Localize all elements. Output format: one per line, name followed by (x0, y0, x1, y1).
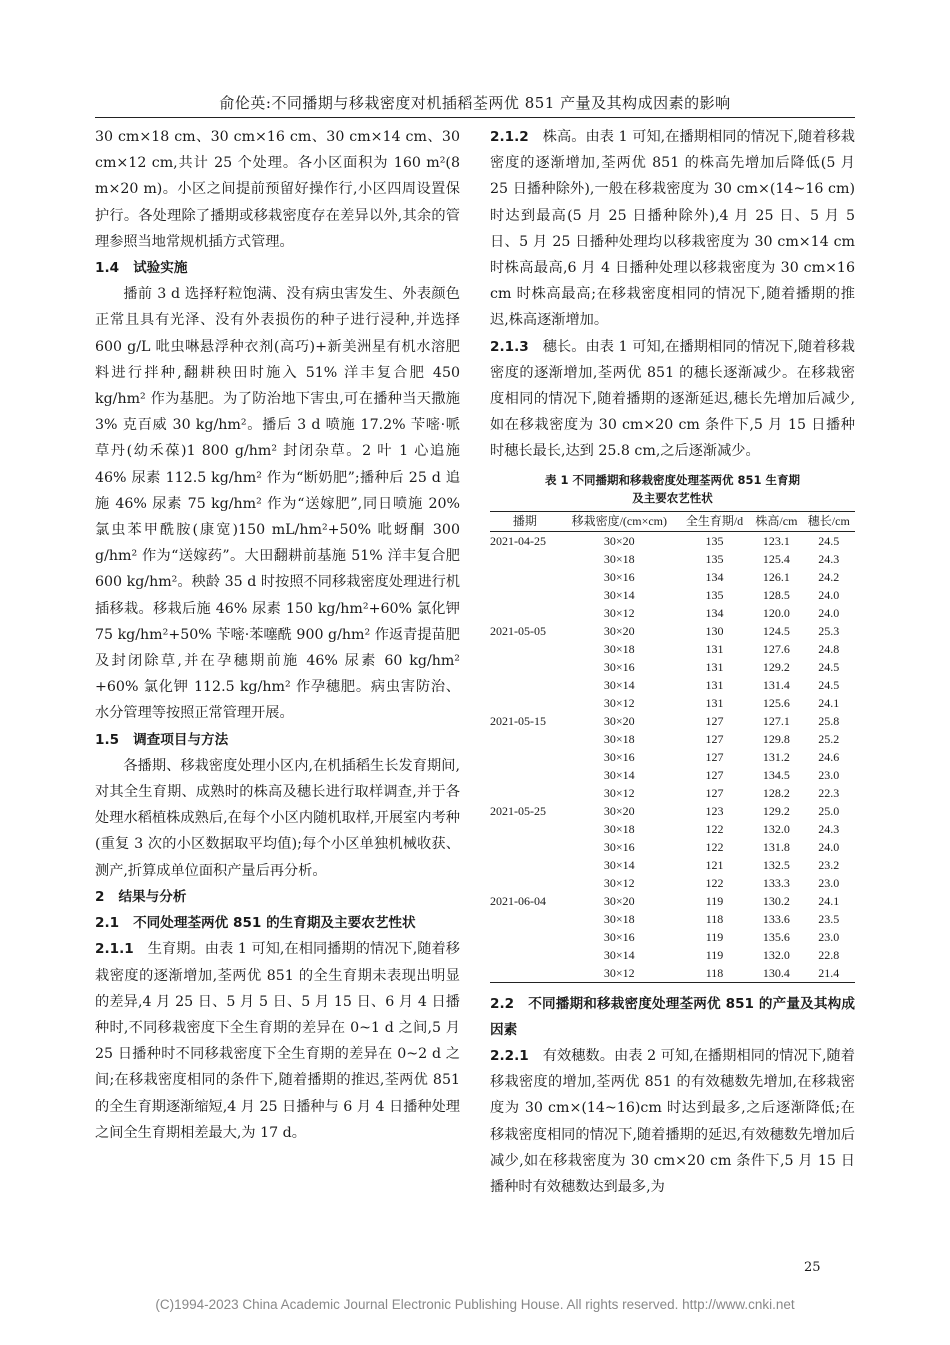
table-body (490, 531, 855, 982)
table-cell: 24.5 (818, 677, 840, 692)
section-number: 2.1 (95, 915, 120, 932)
table-cell (490, 604, 560, 622)
section-title: 不同处理荃两优 851 的生育期及主要农艺性状 (133, 915, 416, 932)
section-number: 2 (95, 888, 105, 905)
table-cell: 21.4 (818, 965, 840, 980)
table-cell: 23.0 (818, 767, 840, 782)
section-title: 结果与分析 (118, 888, 187, 905)
column-header: 移栽密度/(cm×cm) (571, 513, 667, 528)
page-number: 25 (804, 1260, 821, 1275)
copyright-footer: (C)1994-2023 China Academic Journal Electronic Publishing House. All rights reserved. http://www.cnki.net (155, 1297, 795, 1312)
section-number: 1.5 (95, 731, 120, 748)
table-cell: 24.0 (818, 605, 840, 620)
column-header: 播期 (512, 513, 537, 528)
table-cell (490, 586, 560, 604)
table-cell: 130.2 (762, 893, 790, 908)
section-heading-1-5 (95, 727, 460, 753)
table-row (490, 694, 855, 712)
table-cell (490, 784, 560, 802)
table-row (490, 856, 855, 874)
paragraph: 各播期、移栽密度处理小区内,在机插稻生长发育期间,对其全生育期、成熟时的株高及穗长进行取样调查,并于各处理水稻植株成熟后,在每个小区内随机取样,开展室内考种(重复 3 次的小区数据取平均值);每个小区单独机械收获、测产,折算成单位面积产量后再分析。 (95, 757, 460, 879)
table-row (490, 586, 855, 604)
section-title: 试验实施 (133, 260, 188, 277)
table-cell: 30×16 (603, 929, 635, 944)
table-cell: 128.2 (762, 785, 790, 800)
paragraph-body: 由表 1 可知,在相同播期的情况下,随着移栽密度的逐渐增加,荃两优 851 的全生育期未表现出明显的差异,4 月 25 日、5 月 5 日、5 月 15 日、6 月 4 日播种时,不同移栽密度下全生育期的差异在 0~1 d 之间,5 月 25 日播种时不同移栽密度下全生育期的差异在 0~2 d 之间;在移栽密度相同的条件下,随着播期的推迟,荃两优 851 的全生育期逐渐缩短,4 月 25 日播种与 6 月 4 日播种处理之间全生育期相差最大,为 17 d。 (95, 941, 460, 1141)
table-cell (490, 640, 560, 658)
table-row (490, 928, 855, 946)
table-cell (490, 676, 560, 694)
table-row (490, 748, 855, 766)
table-cell (490, 568, 560, 586)
table-cell: 23.0 (818, 929, 840, 944)
table-cell: 30×20 (603, 713, 635, 728)
table-cell: 121 (705, 857, 724, 872)
table-cell: 131 (705, 695, 724, 710)
table-caption-line: 表 1 不同播期和移栽密度处理荃两优 851 生育期 (544, 472, 801, 487)
table-cell: 24.1 (818, 695, 840, 710)
table-cell: 131.8 (762, 839, 790, 854)
table-cell: 30×16 (603, 749, 635, 764)
table-cell: 131 (705, 641, 724, 656)
table-row (490, 604, 855, 622)
subsection-number: 2.1.2 (490, 129, 529, 145)
paragraph-body: 由表 2 可知,在播期相同的情况下,随着移栽密度的增加,荃两优 851 的有效穗数先增加,在移栽密度为 30 cm×(14~16)cm 时达到最多,之后逐渐降低;在移栽密度相同的情况下,随着播期的延迟,有效穗数先增加后减少,如在移栽密度为 30 cm×20 cm 条件下,5 月 15 日播种时有效穗数达到最多,为 (490, 1048, 855, 1196)
table-row (490, 550, 855, 568)
table-cell: 129.2 (762, 659, 790, 674)
section-heading-2 (95, 884, 460, 910)
table-cell: 30×20 (603, 533, 635, 548)
table-cell: 133.3 (762, 875, 790, 890)
table-row (490, 946, 855, 964)
subsection-title: 穗长。 (542, 338, 586, 355)
paragraph (490, 334, 855, 465)
table-cell: 118 (705, 965, 724, 980)
table-cell: 127 (705, 767, 724, 782)
table-cell: 23.5 (818, 911, 840, 926)
section-title: 不同播期和移栽密度处理荃两优 851 的产量及其构成因素 (490, 995, 855, 1038)
table-cell: 30×20 (603, 803, 635, 818)
table-cell: 30×14 (603, 947, 635, 962)
table-row (490, 622, 855, 640)
table-cell: 131.4 (762, 677, 790, 692)
table-cell: 30×12 (603, 875, 635, 890)
table-cell: 127 (705, 785, 724, 800)
section-heading-1-4 (95, 255, 460, 281)
header-rule (95, 117, 855, 118)
table-cell: 127 (705, 713, 724, 728)
table-cell (490, 748, 560, 766)
table-cell: 128.5 (762, 587, 790, 602)
table-cell (490, 820, 560, 838)
table-cell (490, 694, 560, 712)
table-cell: 24.8 (818, 641, 840, 656)
paragraph (490, 124, 855, 334)
table-row (490, 766, 855, 784)
table-cell: 131 (705, 659, 724, 674)
table-cell: 123.1 (762, 533, 790, 548)
data-table (490, 511, 855, 983)
table-cell: 24.5 (818, 659, 840, 674)
subsection-number: 2.1.1 (95, 941, 134, 958)
table-cell: 30×16 (603, 839, 635, 854)
column-header: 株高/cm (755, 513, 798, 528)
table-cell: 25.3 (818, 623, 840, 638)
section-heading-2-2 (490, 991, 855, 1043)
table-cell: 25.0 (818, 803, 840, 818)
table-cell: 30×20 (603, 893, 635, 908)
table-cell (490, 910, 560, 928)
table-cell: 22.3 (818, 785, 840, 800)
table-row (490, 892, 855, 910)
table-cell (490, 730, 560, 748)
table-cell: 122 (705, 839, 724, 854)
subsection-title: 株高。 (542, 129, 586, 145)
table-cell: 135.6 (762, 929, 790, 944)
table-cell (490, 874, 560, 892)
table-cell: 24.0 (818, 587, 840, 602)
table-cell (490, 856, 560, 874)
table-cell: 30×18 (603, 551, 635, 566)
table-cell (490, 946, 560, 964)
table-row (490, 730, 855, 748)
table-cell: 30×18 (603, 821, 635, 836)
table-cell: 23.0 (818, 875, 840, 890)
table-cell: 30×20 (603, 623, 635, 638)
table-cell: 124.5 (762, 623, 790, 638)
table-cell (490, 766, 560, 784)
table-cell: 24.3 (818, 551, 840, 566)
table-cell: 24.3 (818, 821, 840, 836)
table-cell: 24.5 (818, 533, 840, 548)
table-cell: 135 (705, 533, 724, 548)
table-cell: 30×12 (603, 965, 635, 980)
table-cell (490, 964, 560, 983)
table-row (490, 676, 855, 694)
table-cell: 30×14 (603, 767, 635, 782)
table-row (490, 712, 855, 730)
table-cell: 24.0 (818, 839, 840, 854)
table-cell: 127 (705, 731, 724, 746)
table-row (490, 802, 855, 820)
paragraph: 30 cm×18 cm、30 cm×16 cm、30 cm×14 cm、30 cm×12 cm,共计 25 个处理。各小区面积为 160 m²(8 m×20 m)。小区之间提前预留好操作行,小区四周设置保护行。各处理除了播期或移栽密度存在差异以外,其余的管理参照当地常规机插方式管理。 (95, 129, 460, 250)
table-cell: 127.6 (762, 641, 790, 656)
table-cell (490, 928, 560, 946)
table-cell: 120.0 (762, 605, 790, 620)
table-cell: 133.6 (762, 911, 790, 926)
section-number: 1.4 (95, 260, 120, 277)
table-cell: 119 (705, 947, 724, 962)
table-cell: 126.1 (762, 569, 790, 584)
table-cell: 131 (705, 677, 724, 692)
table-cell: 130 (705, 623, 724, 638)
table-cell: 2021-04-25 (490, 533, 546, 548)
table-cell: 129.2 (762, 803, 790, 818)
section-number: 2.2 (490, 995, 515, 1012)
table-cell: 135 (705, 551, 724, 566)
table-cell: 119 (705, 929, 724, 944)
right-column (490, 124, 855, 1200)
table-cell: 30×16 (603, 659, 635, 674)
table-row (490, 820, 855, 838)
table-cell (490, 658, 560, 676)
table-cell: 24.2 (818, 569, 840, 584)
table-cell: 30×12 (603, 605, 635, 620)
table-cell: 30×18 (603, 911, 635, 926)
table-cell: 23.2 (818, 857, 840, 872)
table-cell: 134.5 (762, 767, 790, 782)
table-cell: 125.6 (762, 695, 790, 710)
column-header: 全生育期/d (685, 513, 744, 528)
table-cell: 30×16 (603, 569, 635, 584)
table-cell (490, 838, 560, 856)
left-column (95, 124, 460, 1146)
paragraph (490, 1043, 855, 1200)
table-cell: 30×14 (603, 857, 635, 872)
table-row (490, 658, 855, 676)
table-cell: 130.4 (762, 965, 790, 980)
table-header-row (490, 511, 855, 531)
table-cell: 30×14 (603, 587, 635, 602)
section-heading-2-1 (95, 910, 460, 936)
table-caption-line: 及主要农艺性状 (632, 490, 713, 505)
table-cell: 30×18 (603, 731, 635, 746)
subsection-number: 2.2.1 (490, 1048, 529, 1065)
table-cell: 123 (705, 803, 724, 818)
table-cell: 125.4 (762, 551, 790, 566)
table-cell (490, 550, 560, 568)
table-cell: 131.2 (762, 749, 790, 764)
table-cell: 122 (705, 875, 724, 890)
table-cell: 129.8 (762, 731, 790, 746)
table-cell: 135 (705, 587, 724, 602)
table-cell: 122 (705, 821, 724, 836)
table-cell: 134 (705, 605, 724, 620)
table-row (490, 531, 855, 550)
table-cell: 2021-05-15 (490, 713, 546, 728)
table-cell: 22.8 (818, 947, 840, 962)
table-row (490, 568, 855, 586)
table-cell: 30×18 (603, 641, 635, 656)
column-header: 穗长/cm (807, 513, 850, 528)
table-cell: 25.8 (818, 713, 840, 728)
subsection-title: 有效穗数。 (542, 1048, 615, 1065)
section-title: 调查项目与方法 (133, 731, 229, 748)
table-row (490, 910, 855, 928)
paragraph: 播前 3 d 选择籽粒饱满、没有病虫害发生、外表颜色正常且具有光泽、没有外表损伤的种子进行浸种,并选择 600 g/L 吡虫啉悬浮种衣剂(高巧)+新美洲星有机水溶肥料进行拌种,翻耕秧田时施入 51% 洋丰复合肥 450 kg/hm² 作为基肥。为了防治地下害虫,可在播种当天撒施 3% 克百威 30 kg/hm²。播后 3 d 喷施 17.2% 苄嘧·哌草丹(幼禾葆)1 800 g/hm² 封闭杂草。2 叶 1 心追施 46% 尿素 112.5 kg/hm² 作为“断奶肥”;播种后 25 d 追施 46% 尿素 75 kg/hm² 作为“送嫁肥”,同日喷施 20% 氯虫苯甲酰胺(康宽)150 mL/hm²+50% 吡蚜酮 300 g/hm² 作为“送嫁药”。大田翻耕前基施 51% 洋丰复合肥 600 kg/hm²。秧龄 35 d 时按照不同移栽密度处理进行机插移栽。移栽后施 46% 尿素 150 kg/hm²+60% 氯化钾 75 kg/hm²+50% 苄嘧·苯噻酰 900 g/hm² 作返青提苗肥及封闭除草,并在孕穗期前施 46% 尿素 60 kg/hm² +60% 氯化钾 112.5 kg/hm² 作孕穗肥。病虫害防治、水分管理等按照正常管理开展。 (95, 286, 460, 722)
table-cell: 132.0 (762, 947, 790, 962)
table-cell: 119 (705, 893, 724, 908)
table-row (490, 784, 855, 802)
table-caption (490, 471, 855, 507)
table-row (490, 640, 855, 658)
table-cell: 2021-05-05 (490, 623, 546, 638)
paragraph (95, 936, 460, 1146)
table-cell: 118 (705, 911, 724, 926)
table-cell: 127 (705, 749, 724, 764)
subsection-title: 生育期。 (147, 941, 205, 958)
paragraph-body: 由表 1 可知,在播期相同的情况下,随着移栽密度的逐渐增加,荃两优 851 的穗长逐渐减少。在移栽密度相同的情况下,随着播期的逐渐延迟,穗长先增加后减少,如在移栽密度为 30 cm×20 cm 条件下,5 月 15 日播种时穗长最长,达到 25.8 cm,之后逐渐减少。 (490, 338, 855, 460)
table-cell: 127.1 (762, 713, 790, 728)
table-cell: 30×12 (603, 695, 635, 710)
table-cell: 30×12 (603, 785, 635, 800)
table-row (490, 838, 855, 856)
table-cell: 24.1 (818, 893, 840, 908)
table-cell: 132.0 (762, 821, 790, 836)
table-row (490, 964, 855, 983)
table-cell: 30×14 (603, 677, 635, 692)
table-cell: 25.2 (818, 731, 840, 746)
table-cell: 132.5 (762, 857, 790, 872)
table-row (490, 874, 855, 892)
subsection-number: 2.1.3 (490, 338, 529, 355)
paragraph-body: 由表 1 可知,在播期相同的情况下,随着移栽密度的逐渐增加,荃两优 851 的株高先增加后降低(5 月 25 日播种除外),一般在移栽密度为 30 cm×(14~16 cm)时达到最高(5 月 25 日播种除外),4 月 25 日、5 月 5 日、5 月 25 日播种处理均以移栽密度为 30 cm×14 cm 时株高最高,6 月 4 日播种处理以移栽密度为 30 cm×16 cm 时株高最高;在移栽密度相同的情况下,随着播期的推迟,株高逐渐增加。 (490, 129, 855, 329)
table-cell: 134 (705, 569, 724, 584)
running-header: 俞伦英:不同播期与移栽密度对机插稻荃两优 851 产量及其构成因素的影响 (219, 94, 731, 112)
table-cell: 2021-05-25 (490, 803, 546, 818)
table-cell: 2021-06-04 (490, 893, 546, 908)
table-cell: 24.6 (818, 749, 840, 764)
